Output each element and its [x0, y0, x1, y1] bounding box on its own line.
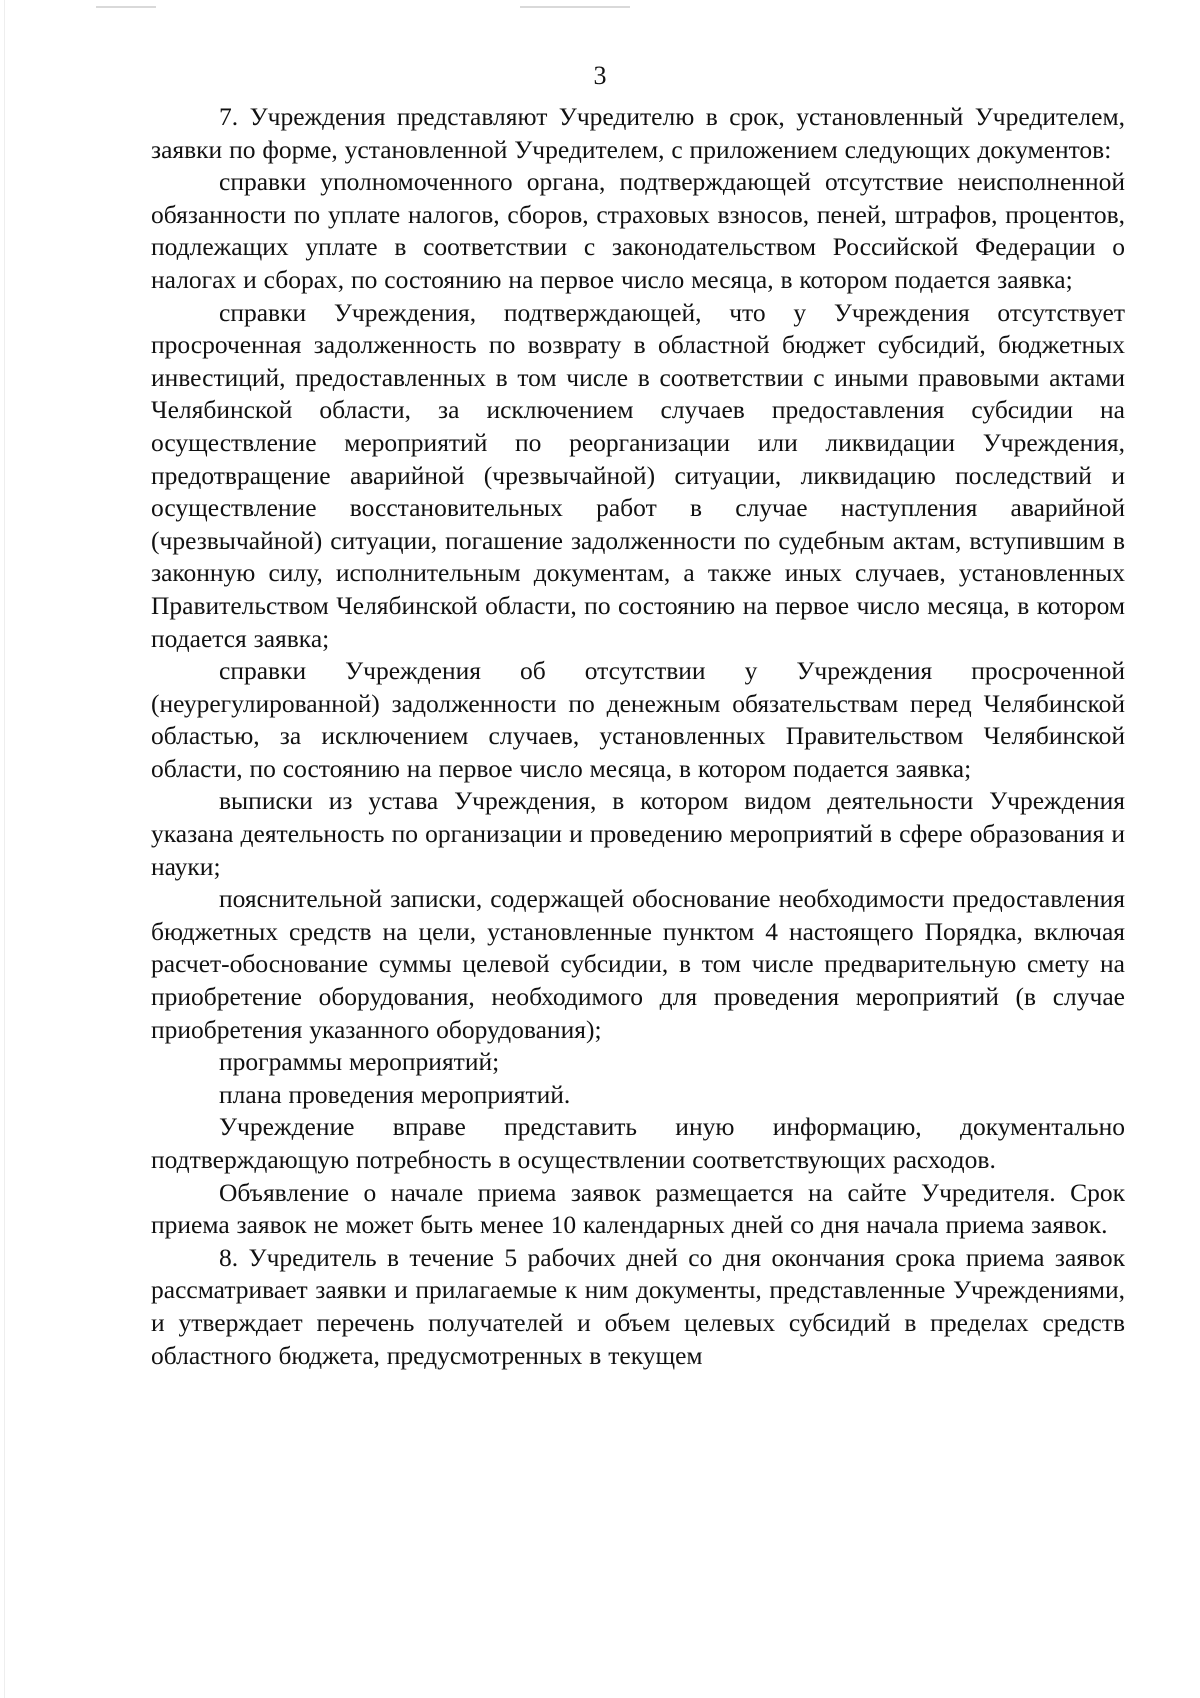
paragraph-additional-info: Учреждение вправе представить иную информацию, документально подтверждающую потребность в осуществлении соответствующих расходов.	[151, 1112, 1125, 1174]
page-number: 3	[593, 61, 607, 90]
paragraph-event-plan: плана проведения мероприятий.	[219, 1079, 571, 1109]
paragraph-event-programs: программы мероприятий;	[219, 1047, 500, 1077]
scan-edge-line	[4, 0, 5, 1698]
paragraph-obligations-certificate: справки Учреждения об отсутствии у Учреждения просроченной (неурегулированной) задолженности по денежным обязательствам перед Челябинской областью, за исключением случаев, установленных Правительством Челябинской области, по состоянию на первое число месяца, в котором подается заявка;	[151, 656, 1125, 783]
document-body	[151, 101, 1125, 1372]
paragraph-announcement: Объявление о начале приема заявок размещается на сайте Учредителя. Срок приема заявок не может быть менее 10 календарных дней со дня начала приема заявок.	[151, 1177, 1125, 1240]
paragraph-charter-extract: выписки из устава Учреждения, в котором видом деятельности Учреждения указана деятельность по организации и проведению мероприятий в сфере образования и науки;	[151, 786, 1125, 881]
paragraph-debt-certificate: справки Учреждения, подтверждающей, что у Учреждения отсутствует просроченная задолженность по возврату в областной бюджет субсидий, бюджетных инвестиций, предоставленных в том числе в соответствии с иными правовыми актами Челябинской области, за исключением случаев предоставления субсидии на осуществление мероприятий по реорганизации или ликвидации Учреждения, предотвращение аварийной (чрезвычайной) ситуации, ликвидацию последствий и осуществление восстановительных работ в случае наступления аварийной (чрезвычайной) ситуации, погашение задолженности по судебным актам, вступившим в законную силу, исполнительным документам, а также иных случаев, установленных Правительством Челябинской области, по состоянию на первое число месяца, в котором подается заявка;	[151, 297, 1125, 653]
paragraph-tax-certificate: справки уполномоченного органа, подтверждающей отсутствие неисполненной обязанности по уплате налогов, сборов, страховых взносов, пеней, штрафов, процентов, подлежащих уплате в соответствии с законодательством Российской Федерации о налогах и сборах, по состоянию на первое число месяца, в котором подается заявка;	[151, 167, 1125, 294]
paragraph-8-review: 8. Учредитель в течение 5 рабочих дней со дня окончания срока приема заявок рассматривает заявки и прилагаемые к ним документы, представленные Учреждениями, и утверждает перечень получателей и объем целевых субсидий в пределах средств областного бюджета, предусмотренных в текущем	[151, 1242, 1125, 1370]
paragraph-7-intro: 7. Учреждения представляют Учредителю в срок, установленный Учредителем, заявки по форме, установленной Учредителем, с приложением следующих документов:	[151, 102, 1125, 164]
paragraph-explanatory-note: пояснительной записки, содержащей обоснование необходимости предоставления бюджетных средств на цели, установленные пунктом 4 настоящего Порядка, включая расчет-обоснование суммы целевой субсидии, в том числе предварительную смету на приобретение оборудования, необходимого для проведения мероприятий (в случае приобретения указанного оборудования);	[151, 884, 1125, 1044]
scan-artifact	[520, 6, 630, 8]
scan-artifact	[96, 6, 156, 8]
